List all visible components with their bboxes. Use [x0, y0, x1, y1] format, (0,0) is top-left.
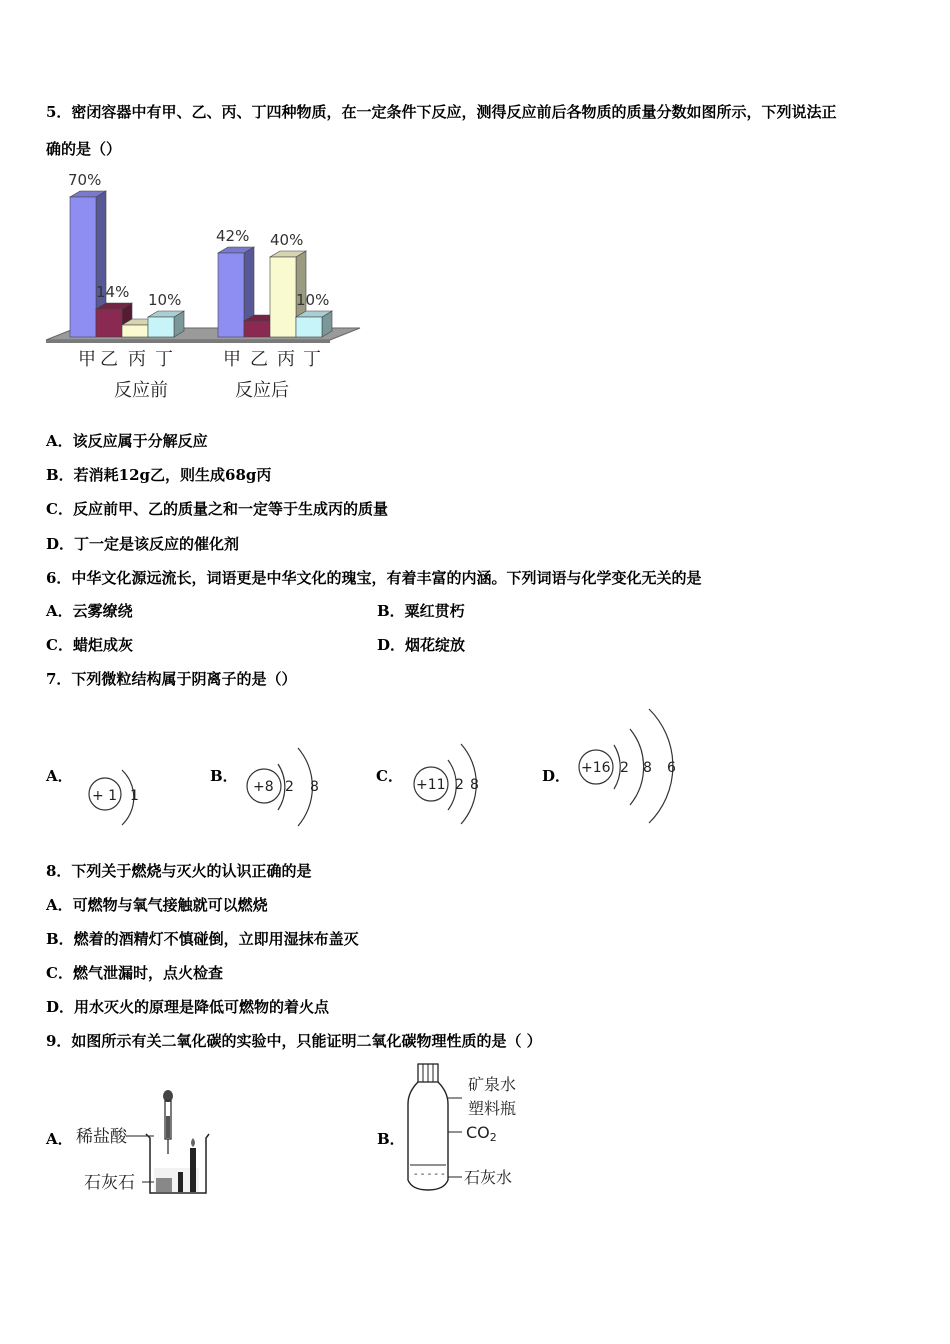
q7-option-c-label: C．: [376, 767, 403, 785]
category-label: 乙: [250, 349, 268, 370]
q6-option-c: C．蜡炬成灰: [46, 636, 133, 654]
nucleus-charge: +16: [581, 760, 611, 776]
bar-front: [96, 309, 122, 337]
chart-category-labels-before: [78, 349, 173, 370]
electron-shell-arc: [630, 729, 644, 805]
group-label-after: 反应后: [235, 380, 289, 401]
electron-count: 2: [285, 779, 294, 795]
label-limestone: 石灰石: [84, 1173, 135, 1193]
atom-diagram-c: [406, 738, 506, 833]
category-label: 乙: [100, 349, 118, 370]
bar-data-label: 14%: [96, 283, 130, 301]
category-label: 丁: [155, 349, 173, 370]
q6-option-b: B．粟红贯朽: [377, 602, 465, 620]
bar-front: [244, 321, 270, 337]
bar-反应后-丁: [296, 311, 332, 337]
label-dilute-hcl: 稀盐酸: [76, 1127, 127, 1147]
nucleus-charge: +11: [416, 777, 446, 793]
bar-front: [296, 317, 322, 337]
bar-data-label: 10%: [148, 291, 182, 309]
bar-data-label: 10%: [296, 291, 330, 309]
q9-bottle-diagram: [402, 1062, 537, 1197]
bar-front: [270, 257, 296, 337]
bar-data-label: 42%: [216, 227, 250, 245]
q7-option-b-label: B．: [210, 767, 238, 785]
q8-option-a: A．可燃物与氧气接触就可以燃烧: [46, 896, 268, 914]
q9-stem: 9．如图所示有关二氧化碳的实验中，只能证明二氧化碳物理性质的是（ ）: [46, 1032, 542, 1050]
q6-option-a: A．云雾缭绕: [46, 602, 133, 620]
chart-bars: [70, 191, 332, 337]
atom-diagram-d: [574, 705, 689, 830]
flame: [191, 1138, 195, 1147]
dropper-liquid: [166, 1116, 170, 1138]
atom-diagram-b: [238, 740, 338, 835]
q9-option-a-label: A．: [46, 1130, 73, 1148]
water-dashes: - - - - -: [414, 1169, 445, 1180]
nucleus-charge: +8: [253, 779, 274, 795]
q5-bar-chart: [40, 165, 370, 410]
category-label: 甲: [223, 349, 241, 370]
q7-option-d-label: D．: [542, 767, 571, 785]
limestone-pieces: [156, 1178, 172, 1192]
q5-option-b: B．若消耗12g乙，则生成68g丙: [46, 466, 272, 484]
atom-diagram-a: [80, 765, 150, 835]
q5-option-d: D．丁一定是该反应的催化剂: [46, 535, 240, 553]
q5-option-c: C．反应前甲、乙的质量之和一定等于生成丙的质量: [46, 500, 388, 518]
bar-front: [70, 197, 96, 337]
label-limewater: 石灰水: [464, 1168, 513, 1187]
electron-count: 8: [310, 779, 319, 795]
q9-option-b-label: B．: [377, 1130, 405, 1148]
label-plastic-bottle: 塑料瓶: [468, 1099, 517, 1118]
bar-front: [148, 317, 174, 337]
label-co2: CO2: [466, 1123, 497, 1144]
candle: [178, 1172, 183, 1192]
bar-front: [218, 253, 244, 337]
q8-option-c: C．燃气泄漏时，点火检查: [46, 964, 223, 982]
category-label: 丙: [277, 349, 295, 370]
label-mineral-water: 矿泉水: [468, 1075, 517, 1094]
bar-front: [122, 325, 148, 337]
q5-stem-line2: 确的是（）: [46, 140, 122, 158]
q8-option-d: D．用水灭火的原理是降低可燃物的着火点: [46, 998, 330, 1016]
q5-option-a: A．该反应属于分解反应: [46, 432, 208, 450]
dropper-bulb: [163, 1090, 173, 1102]
q5-stem-line1: 5．密闭容器中有甲、乙、丙、丁四种物质，在一定条件下反应，测得反应前后各物质的质量分数如图所示，下列说法正: [46, 103, 837, 121]
q6-stem: 6．中华文化源远流长，词语更是中华文化的瑰宝，有着丰富的内涵。下列词语与化学变化无关的是: [46, 569, 702, 587]
category-label: 丁: [303, 349, 321, 370]
category-label: 丙: [128, 349, 146, 370]
electron-count: 1: [130, 788, 139, 804]
bar-data-label: 70%: [68, 171, 102, 189]
q6-option-d: D．烟花绽放: [377, 636, 466, 654]
electron-count: 2: [620, 760, 629, 776]
q7-option-a-label: A．: [46, 767, 73, 785]
electron-count: 8: [470, 777, 479, 793]
bar-data-label: 40%: [270, 231, 304, 249]
q8-option-b: B．燃着的酒精灯不慎碰倒，立即用湿抹布盖灭: [46, 930, 359, 948]
chart-category-labels-after: [223, 349, 321, 370]
q7-stem: 7．下列微粒结构属于阴离子的是（）: [46, 670, 297, 688]
q8-stem: 8．下列关于燃烧与灭火的认识正确的是: [46, 862, 312, 880]
nucleus-charge: + 1: [92, 788, 118, 804]
group-label-before: 反应前: [114, 380, 168, 401]
q9-beaker-diagram: [74, 1088, 219, 1200]
electron-count: 6: [667, 760, 676, 776]
electron-count: 8: [643, 760, 652, 776]
candle: [190, 1148, 196, 1192]
category-label: 甲: [78, 349, 96, 370]
bar-反应前-丁: [148, 311, 184, 337]
chart-floor-edge: [46, 340, 330, 343]
electron-count: 2: [455, 777, 464, 793]
